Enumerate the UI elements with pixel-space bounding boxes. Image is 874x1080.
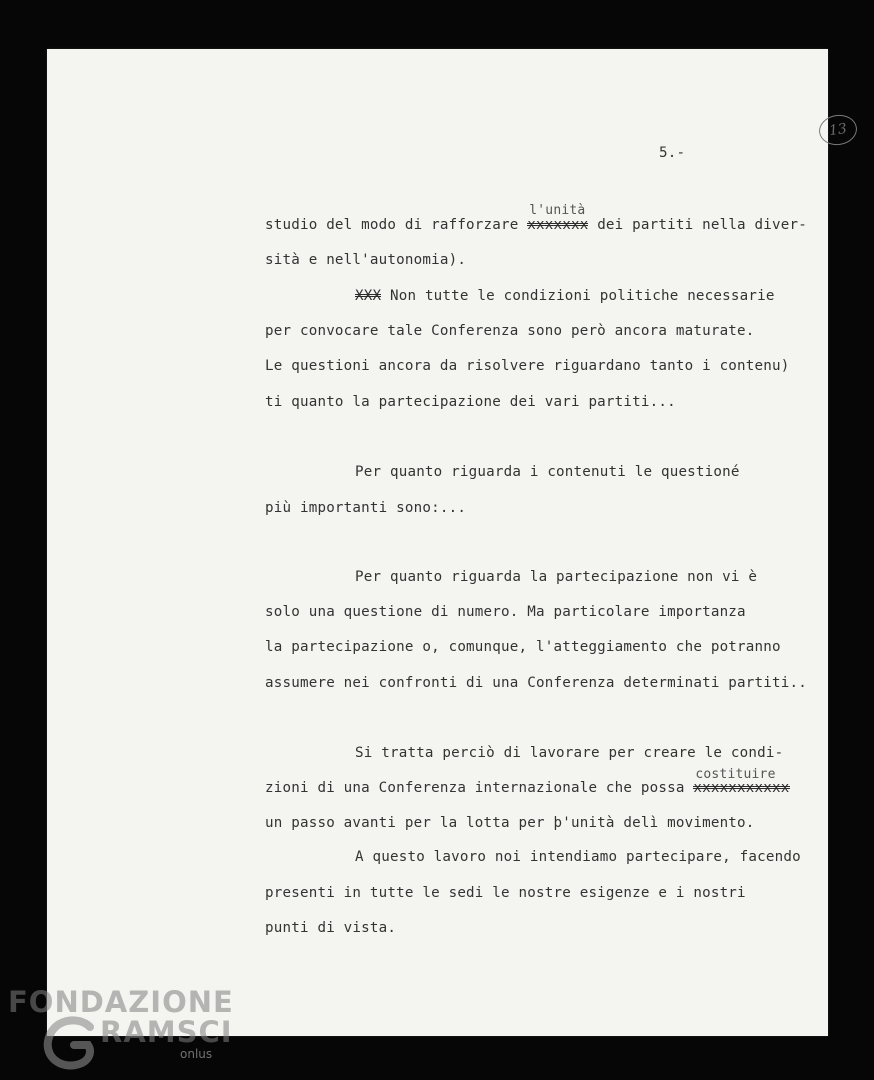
text-segment: dei partiti nella diver- [588, 217, 807, 233]
archive-folio-stamp [817, 113, 859, 148]
text-line-10: solo una questione di numero. Ma particolare importanza [265, 604, 746, 620]
text-line-1 [265, 203, 807, 233]
text-line-6: ti quanto la partecipazione dei vari partiti... [265, 394, 676, 410]
text-line-3 [355, 288, 775, 304]
text-line-17: presenti in tutte le sedi le nostre esigenze e i nostri [265, 885, 746, 901]
watermark-line-1: FONDAZIONE [8, 985, 234, 1019]
text-line-15: un passo avanti per la lotta per þ'unità delì movimento. [265, 815, 755, 831]
struck-text: xxxxxxxxxxx [693, 780, 790, 796]
struck-text: xxxxxxx [527, 217, 589, 233]
handtyped-insert: costituire [695, 767, 776, 782]
struck-word [693, 767, 790, 796]
text-line-7: Per quanto riguarda i contenuti le questioné [355, 464, 740, 480]
g-swirl-icon [38, 1009, 108, 1079]
text-segment: studio del modo di rafforzare [265, 217, 528, 233]
struck-text: XXX [355, 288, 382, 304]
page-number: 5.- [659, 145, 686, 161]
handtyped-insert: l'unità [529, 203, 586, 218]
typewritten-page [47, 49, 848, 1036]
text-line-16: A questo lavoro noi intendiamo partecipare, facendo [355, 849, 801, 865]
text-line-13: Si tratta perciò di lavorare per creare le condi- [355, 745, 784, 761]
text-segment: zioni di una Conferenza internazionale che possa [265, 780, 694, 796]
text-line-2: sità e nell'autonomia). [265, 252, 467, 268]
text-line-4: per convocare tale Conferenza sono però ancora maturate. [265, 323, 755, 339]
watermark-suffix: onlus [180, 1047, 213, 1061]
text-line-9: Per quanto riguarda la partecipazione non vi è [355, 569, 758, 585]
text-line-11: la partecipazione o, comunque, l'atteggiamento che potranno [265, 639, 781, 655]
text-segment: Non tutte le condizioni politiche necessarie [381, 288, 775, 304]
text-line-14 [265, 767, 790, 796]
text-line-18: punti di vista. [265, 920, 397, 936]
folio-number: 13 [828, 120, 848, 140]
archive-watermark [4, 985, 234, 1080]
text-line-12: assumere nei confronti di una Conferenza determinati partiti.. [265, 675, 807, 691]
text-line-8: più importanti sono:... [265, 500, 467, 516]
watermark-line-2: RAMSCI [100, 1015, 233, 1049]
struck-word [355, 288, 381, 304]
text-line-5: Le questioni ancora da risolvere riguardano tanto i contenu) [265, 358, 790, 374]
struck-word [527, 203, 589, 233]
